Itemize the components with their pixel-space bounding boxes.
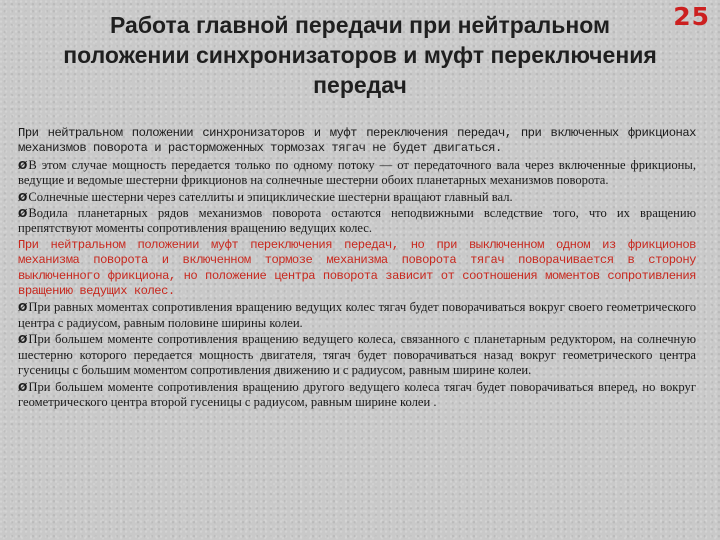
paragraph-text: При большем моменте сопротивления вращению ведущего колеса, связанного с планетарным редуктором, на солнечную шестерню которого передается мощность двигателя, тягач будет поворачиваться назад вокруг геометрического центра гусеницы с большим моментом сопротивления движению и с радиусом, равным ширине колеи. xyxy=(18,332,696,378)
bullet-paragraph xyxy=(18,158,696,189)
paragraph-text: При большем моменте сопротивления вращению другого ведущего колеса тягач будет поворачиваться вперед, но вокруг геометрического центра второй гусеницы с радиусом, равным ширине колеи . xyxy=(18,379,696,409)
paragraph-text: При равных моментах сопротивления вращению ведущих колес тягач будет поворачиваться вокруг своего геометрического центра с радиусом, равным половине ширины колеи. xyxy=(18,300,696,330)
paragraph-text: Водила планетарных рядов механизмов поворота остаются неподвижными вследствие того, что их вращению препятствуют моменты сопротивления вращению ведущих колес. xyxy=(18,206,696,236)
bullet-arrow-icon: Ø xyxy=(18,301,28,315)
paragraph-text: При нейтральном положении муфт переключения передач, но при выключенном одном из фрикционов механизма поворота и включенном тормозе механизма поворота тягач поворачивается в сторону выключенного фрикциона, но положение центра поворота зависит от соотношения моментов сопротивления вращению ведущих колес. xyxy=(18,237,696,299)
paragraph-text: Солнечные шестерни через сателлиты и эпициклические шестерни вращают главный вал. xyxy=(28,189,513,204)
highlighted-paragraph xyxy=(18,238,696,300)
slide-number: 25 xyxy=(673,2,710,31)
slide-body xyxy=(18,126,696,411)
bullet-arrow-icon: Ø xyxy=(18,190,28,204)
slide-title-line: Работа главной передачи при нейтральном xyxy=(109,12,610,38)
slide-title-line: положении синхронизаторов и муфт переключения xyxy=(63,42,657,68)
bullet-arrow-icon: Ø xyxy=(18,158,28,172)
bullet-paragraph xyxy=(18,332,696,378)
bullet-arrow-icon: Ø xyxy=(18,207,28,221)
bullet-paragraph xyxy=(18,206,696,237)
paragraph-text: При нейтральном положении синхронизаторов и муфт переключения передач, при включенных фрикционах механизмов поворота и расторможенных тормозах тягач не будет двигаться. xyxy=(18,126,696,156)
paragraph-text: В этом случае мощность передается только по одному потоку — от передаточного вала через включенные фрикционы, ведущие и ведомые шестерни фрикционов на солнечные шестерни обоих планетарных механизмов поворота. xyxy=(18,157,696,188)
bullet-paragraph xyxy=(18,190,696,205)
bullet-paragraph xyxy=(18,300,696,331)
slide-title-line: передач xyxy=(313,72,407,98)
slide-title xyxy=(0,10,720,100)
bullet-arrow-icon: Ø xyxy=(18,380,28,394)
bullet-arrow-icon: Ø xyxy=(18,333,28,347)
intro-paragraph xyxy=(18,126,696,157)
bullet-paragraph xyxy=(18,380,696,411)
